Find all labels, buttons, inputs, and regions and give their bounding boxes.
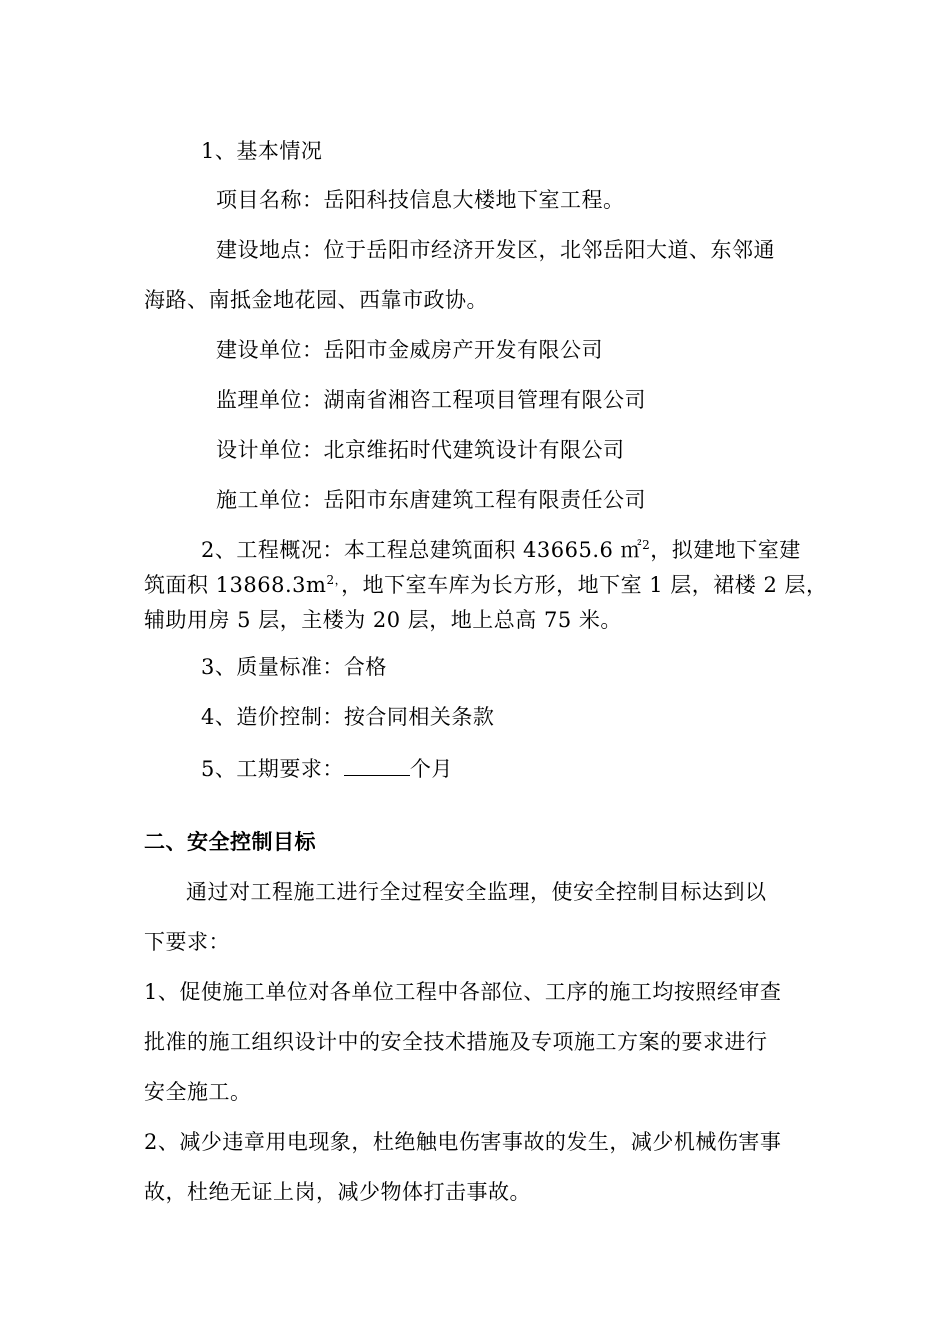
overview-line-2 — [144, 575, 828, 596]
location-line-1: 建设地点：位于岳阳市经济开发区，北邻岳阳大道、东邻通 — [216, 238, 775, 262]
duration-blank — [344, 757, 410, 776]
overview-line-1-text: 2、工程概况：本工程总建筑面积 43665.6 ㎡ — [201, 538, 643, 562]
designer-line: 设计单位：北京维拓时代建筑设计有限公司 — [216, 438, 625, 462]
cost-line: 4、造价控制：按合同相关条款 — [201, 705, 495, 729]
overview-line-3: 辅助用房 5 层，主楼为 20 层，地上总高 75 米。 — [144, 608, 622, 632]
safety-item1-line-2: 批准的施工组织设计中的安全技术措施及专项施工方案的要求进行 — [144, 1030, 768, 1054]
overview-line-2-sup: 2， — [326, 573, 342, 587]
quality-line: 3、质量标准：合格 — [201, 655, 387, 679]
safety-heading: 二、安全控制目标 — [144, 830, 316, 854]
basic-info-heading: 1、基本情况 — [201, 139, 323, 163]
safety-item2-line-2: 故，杜绝无证上岗，减少物体打击事故。 — [144, 1180, 531, 1204]
contractor-line: 施工单位：岳阳市东唐建筑工程有限责任公司 — [216, 488, 646, 512]
builder-line: 建设单位：岳阳市金威房产开发有限公司 — [216, 338, 603, 362]
safety-item1-line-3: 安全施工。 — [144, 1080, 252, 1104]
duration-label: 5、工期要求： — [201, 757, 344, 781]
overview-line-1-sup: 2 — [642, 538, 651, 552]
overview-line-1-tail: ，拟建地下室建 — [650, 538, 801, 562]
safety-item2-line-1: 2、减少违章用电现象，杜绝触电伤害事故的发生，减少机械伤害事 — [144, 1130, 782, 1154]
supervisor-line: 监理单位：湖南省湘咨工程项目管理有限公司 — [216, 388, 646, 412]
location-line-2: 海路、南抵金地花园、西靠市政协。 — [144, 288, 488, 312]
duration-line — [201, 757, 453, 780]
safety-item1-line-1: 1、促使施工单位对各单位工程中各部位、工序的施工均按照经审查 — [144, 980, 782, 1004]
overview-line-1 — [201, 540, 801, 561]
overview-line-2-text: 筑面积 13868.3m — [144, 573, 327, 597]
safety-intro-line-1: 通过对工程施工进行全过程安全监理，使安全控制目标达到以 — [186, 880, 767, 904]
duration-unit: 个月 — [409, 757, 453, 781]
safety-intro-line-2: 下要求： — [144, 930, 230, 954]
project-name-line: 项目名称：岳阳科技信息大楼地下室工程。 — [216, 188, 625, 212]
overview-line-2-tail: ，地下室车库为长方形，地下室 1 层，裙楼 2 层， — [341, 573, 828, 597]
